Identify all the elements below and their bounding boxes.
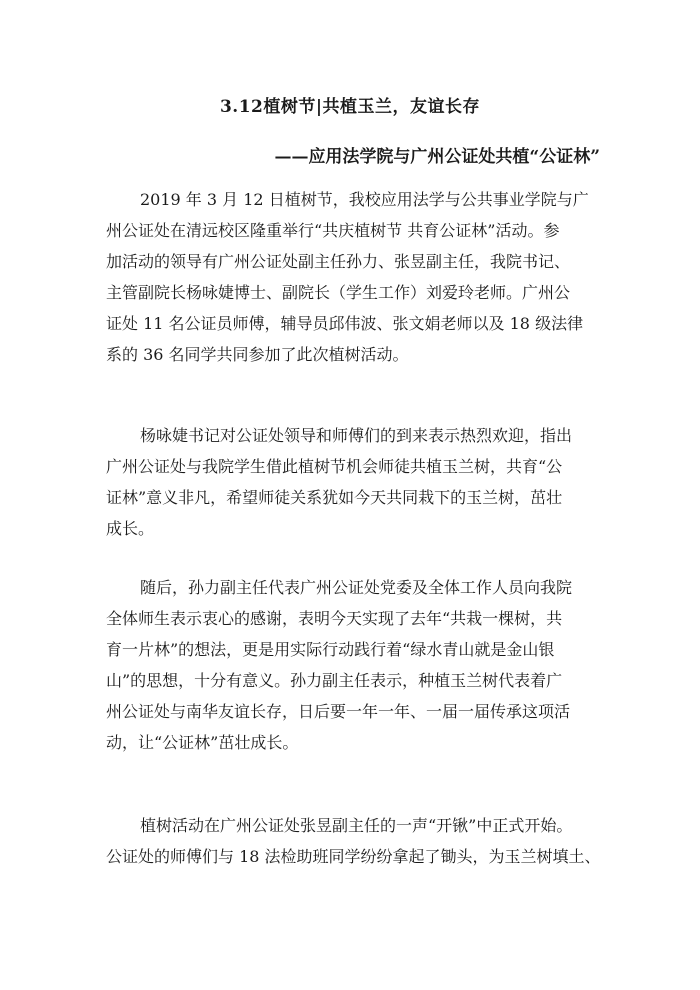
document-title: 3.12植树节|共植玉兰，友谊长存: [219, 97, 481, 117]
paragraph-line: 杨咏婕书记对公证处领导和师傅们的到来表示热烈欢迎，指出: [140, 426, 573, 445]
paragraph-4: [106, 810, 601, 872]
paragraph-line: 广州公证处与我院学生借此植树节机会师徒共植玉兰树，共育“公: [106, 457, 563, 476]
paragraph-line: 植树活动在广州公证处张昱副主任的一声“开锹”中正式开始。: [140, 816, 573, 835]
paragraph-line: 加活动的领导有广州公证处副主任孙力、张昱副主任，我院书记、: [106, 252, 571, 271]
paragraph-line: 证林”意义非凡，希望师徒关系犹如今天共同栽下的玉兰树，茁壮: [106, 488, 563, 507]
paragraph-line: 州公证处在清远校区隆重举行“共庆植树节 共育公证林”活动。参: [106, 221, 560, 240]
paragraph-line: 系的 36 名同学共同参加了此次植树活动。: [106, 345, 409, 364]
paragraph-1: [106, 184, 601, 370]
paragraph-line: 山”的思想，十分有意义。孙力副主任表示，种植玉兰树代表着广: [106, 671, 563, 690]
paragraph-3: [106, 572, 601, 758]
paragraph-line: 全体师生表示衷心的感谢，表明今天实现了去年“共栽一棵树，共: [106, 609, 563, 628]
paragraph-line: 州公证处与南华友谊长存，日后要一年一年、一届一届传承这项活: [106, 702, 571, 721]
paragraph-line: 主管副院长杨咏婕博士、副院长（学生工作）刘爱玲老师。广州公: [106, 283, 571, 302]
paragraph-line: 随后，孙力副主任代表广州公证处党委及全体工作人员向我院: [140, 578, 573, 597]
paragraph-line: 公证处的师傅们与 18 法检助班同学纷纷拿起了锄头，为玉兰树填土、: [106, 847, 601, 866]
paragraph-line: 育一片林”的想法，更是用实际行动践行着“绿水青山就是金山银: [106, 640, 555, 659]
paragraph-line: 成长。: [106, 519, 155, 538]
paragraph-line: 动，让“公证林”茁壮成长。: [106, 733, 299, 752]
document-subtitle: ——应用法学院与广州公证处共植“公证林”: [274, 147, 600, 167]
paragraph-line: 2019 年 3 月 12 日植树节，我校应用法学与公共事业学院与广: [140, 190, 589, 209]
paragraph-2: [106, 420, 601, 544]
paragraph-line: 证处 11 名公证员师傅，辅导员邱伟波、张文娟老师以及 18 级法律: [106, 314, 584, 333]
